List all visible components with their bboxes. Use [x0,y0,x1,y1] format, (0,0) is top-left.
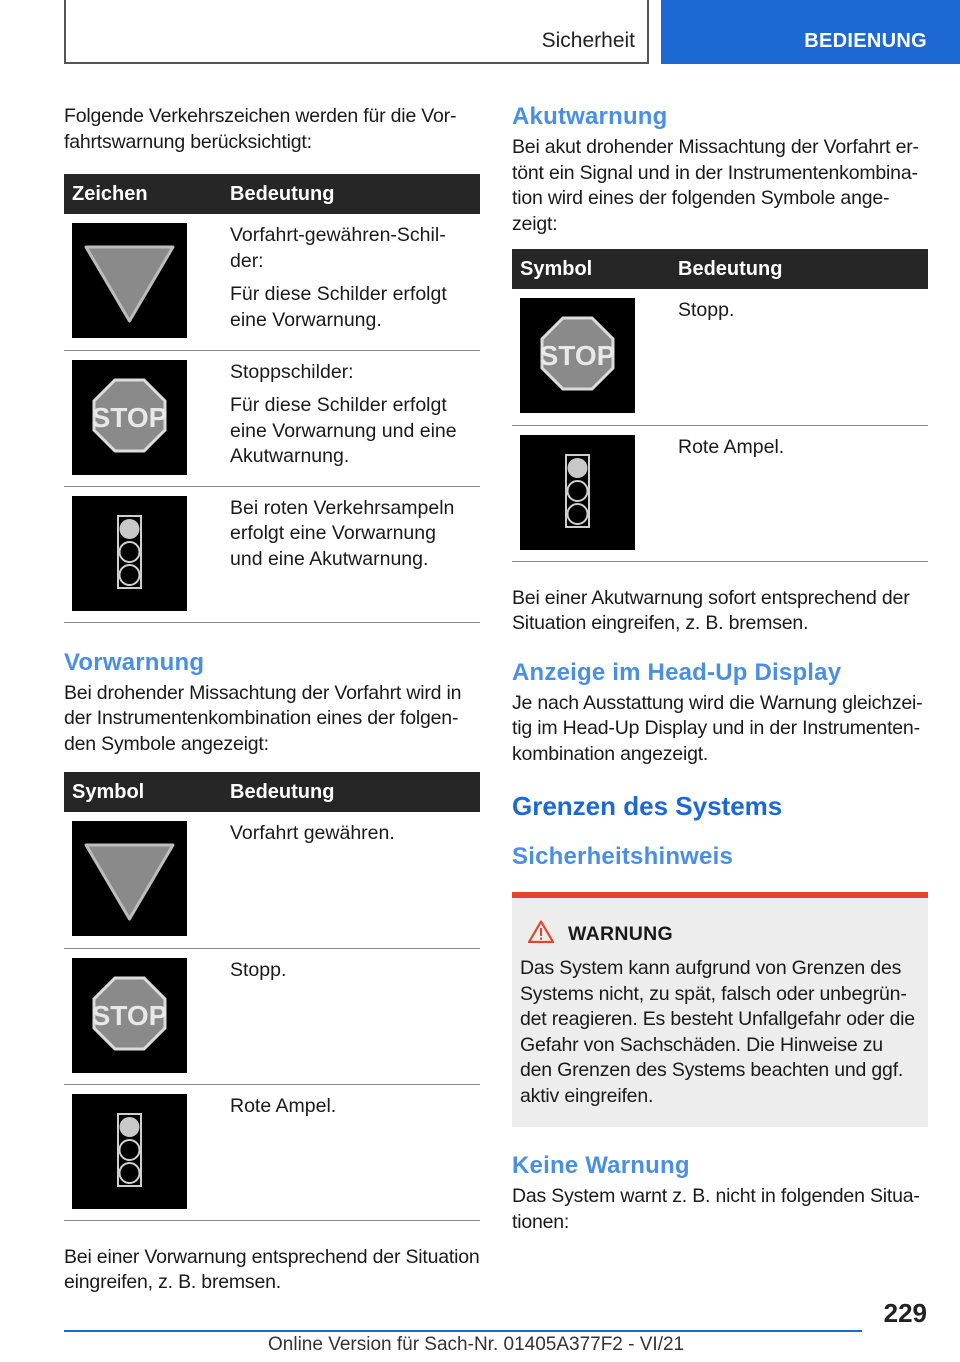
table-row [64,350,480,486]
akutwarnung-after-paragraph: Bei einer Akutwarnung sofort entsprechend der Situation eingreifen, z. B. bremsen. [512,586,910,634]
cell-text: Bei roten Verkehrsampeln erfolgt eine Vorwarnung und eine Akutwarnung. [230,496,455,570]
table-header-sign: Zeichen [64,174,230,214]
cell-text: Vorfahrt-gewähren-Schilder: [230,224,446,272]
table-header-meaning: Bedeutung [678,249,928,289]
header-chapter-tab[interactable] [661,0,960,64]
warning-header [520,920,920,948]
stop-sign-icon [72,958,187,1073]
warning-text: Das System kann aufgrund von Grenzen des Systems nicht, zu spät, falsch oder unbegründet reagieren. Es besteht Unfallgefahr oder die Gefahr von Sachschäden. Die Hinweise zu den Grenzen des Systems beachten und ggf. aktiv eingreifen. [520,957,915,1107]
stop-sign-icon [520,298,635,413]
acute-warning-symbols-table [512,249,928,562]
cell-text: Für diese Schilder erfolgt eine Vorwarnung. [230,283,447,331]
svg-text:STOP: STOP [539,340,616,371]
table-row [64,1084,480,1220]
akutwarnung-paragraph: Bei akut drohender Missachtung der Vorfahrt ertönt ein Signal und in der Instrumentenkombination wird eines der folgenden Symbole angezeigt: [512,136,920,235]
footer-version-text: Online Version für Sach-Nr. 01405A377F2 - VI/21 [268,1334,685,1355]
cell-text: Stopp. [230,958,287,981]
cell-text: Rote Ampel. [230,1094,337,1117]
warning-title: WARNUNG [568,922,674,945]
left-column [64,104,480,1296]
pre-warning-symbols-table [64,772,480,1221]
table-header-symbol: Symbol [512,249,678,289]
cell-text: Rote Ampel. [678,435,785,458]
section-title: Sicherheit [541,29,635,52]
cell-text: Stopp. [678,299,735,321]
yield-sign-icon [72,821,187,936]
warning-triangle-icon [528,920,554,948]
no-warning-paragraph: Das System warnt z. B. nicht in folgenden Situationen: [512,1185,920,1233]
intro-paragraph: Folgende Verkehrszeichen werden für die Vorfahrtswarnung berücksichtigt: [64,105,457,153]
vorwarnung-paragraph: Bei drohender Missachtung der Vorfahrt wird in der Instrumentenkombination eines der folgenden Symbole angezeigt: [64,681,462,755]
table-row [64,486,480,622]
table-header-meaning: Bedeutung [230,772,480,812]
table-row [64,214,480,350]
vorwarnung-after-paragraph: Bei einer Vorwarnung entsprechend der Situation eingreifen, z. B. bremsen. [64,1245,480,1293]
page-number: 229 [883,1298,927,1328]
chapter-title: BEDIENUNG [804,30,927,52]
table-row [64,812,480,948]
footer-divider [64,1330,862,1332]
traffic-light-icon [72,1094,187,1209]
traffic-signs-table [64,174,480,623]
heading-head-up-display: Anzeige im Head-Up Display [512,658,842,686]
stop-sign-icon [72,360,187,475]
table-row [64,948,480,1084]
hud-paragraph: Je nach Ausstattung wird die Warnung gleichzeitig im Head-Up Display und in der Instrumentenkombination angezeigt. [512,691,923,765]
header-section-box [64,0,649,64]
traffic-light-icon [520,435,635,550]
table-header-meaning: Bedeutung [230,174,480,214]
heading-vorwarnung: Vorwarnung [64,648,205,676]
right-column [512,102,928,1235]
yield-sign-icon [72,223,187,338]
svg-text:STOP: STOP [91,999,168,1031]
heading-safety-note: Sicherheitshinweis [512,843,734,870]
warning-box [512,892,928,1127]
traffic-light-icon [72,496,187,611]
heading-akutwarnung: Akutwarnung [512,103,668,130]
heading-system-limits: Grenzen des Systems [512,791,783,821]
cell-text: Vorfahrt gewähren. [230,822,395,844]
cell-text: Für diese Schilder erfolgt eine Vorwarnung und eine Akutwarnung. [230,394,457,467]
table-header-symbol: Symbol [64,772,230,812]
svg-text:STOP: STOP [91,401,168,433]
heading-no-warning: Keine Warnung [512,1152,690,1179]
table-row [512,425,928,561]
cell-text: Stoppschilder: [230,360,354,383]
table-row [512,289,928,425]
